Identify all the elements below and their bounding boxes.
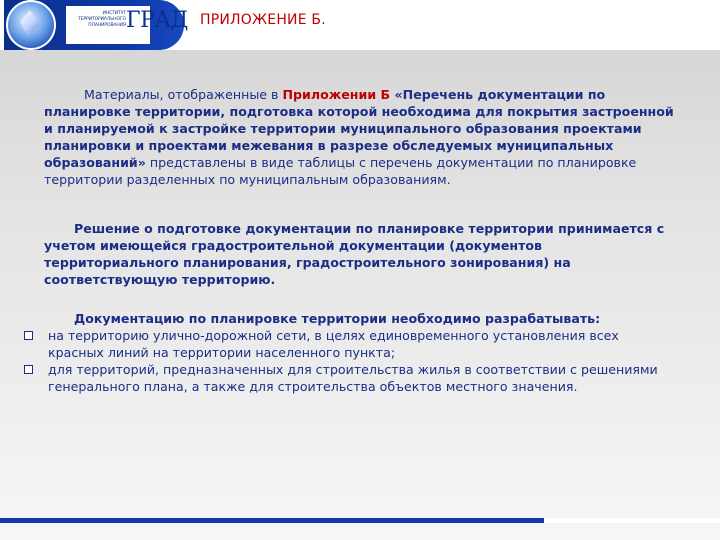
logo-subtitle: ИНСТИТУТ ТЕРРИТОРИАЛЬНОГО ПЛАНИРОВАНИЯ [78,11,126,28]
requirements-list [44,327,676,395]
footer-stripe [0,518,544,523]
header-bar [0,0,720,50]
footer-stripe-light [544,518,720,523]
document-title-quote: «Перечень документации по планировке территории, подготовка которой необходима для покрытия застроенной и планируемой к застройке территории муниципального образования проектами планировки и проектами межевания в разрезе обследуемых муниципальных образований» [44,87,674,170]
requirements-heading: Документацию по планировке территории необходимо разрабатывать: [74,311,601,326]
list-item: на территорию улично-дорожной сети, в целях единовременного установления всех красных линий на территории населенного пункта; [24,327,676,361]
globe-icon [6,0,56,50]
paragraph-decision: Решение о подготовке документации по планировке территории принимается с учетом имеющейся градостроительной документации (документов территориального планирования, градостроительного зонирования) на соответствующую территорию. [44,221,665,287]
institute-logo [4,0,188,50]
logo-wordmark: ГРАД [126,8,188,33]
checkbox-bullet-icon [24,331,33,340]
main-content [44,86,676,395]
page-title: ПРИЛОЖЕНИЕ Б. [200,12,326,28]
paragraph-materials: Материалы, отображенные в Приложении Б «Перечень документации по планировке территории, подготовка которой необходима для покрытия застроенной и планируемой к застройке территории муниципального образования проектами планировки и проектами межевания в разрезе обследуемых муниципальных образований» представлены в виде таблицы с перечень документации по планировке территории разделенных по муниципальным образованиям. [44,87,674,187]
appendix-reference: Приложении Б [282,87,391,102]
checkbox-bullet-icon [24,365,33,374]
list-item: для территорий, предназначенных для строительства жилья в соответствии с решениями генерального плана, а также для строительства объектов местного значения. [24,361,676,395]
